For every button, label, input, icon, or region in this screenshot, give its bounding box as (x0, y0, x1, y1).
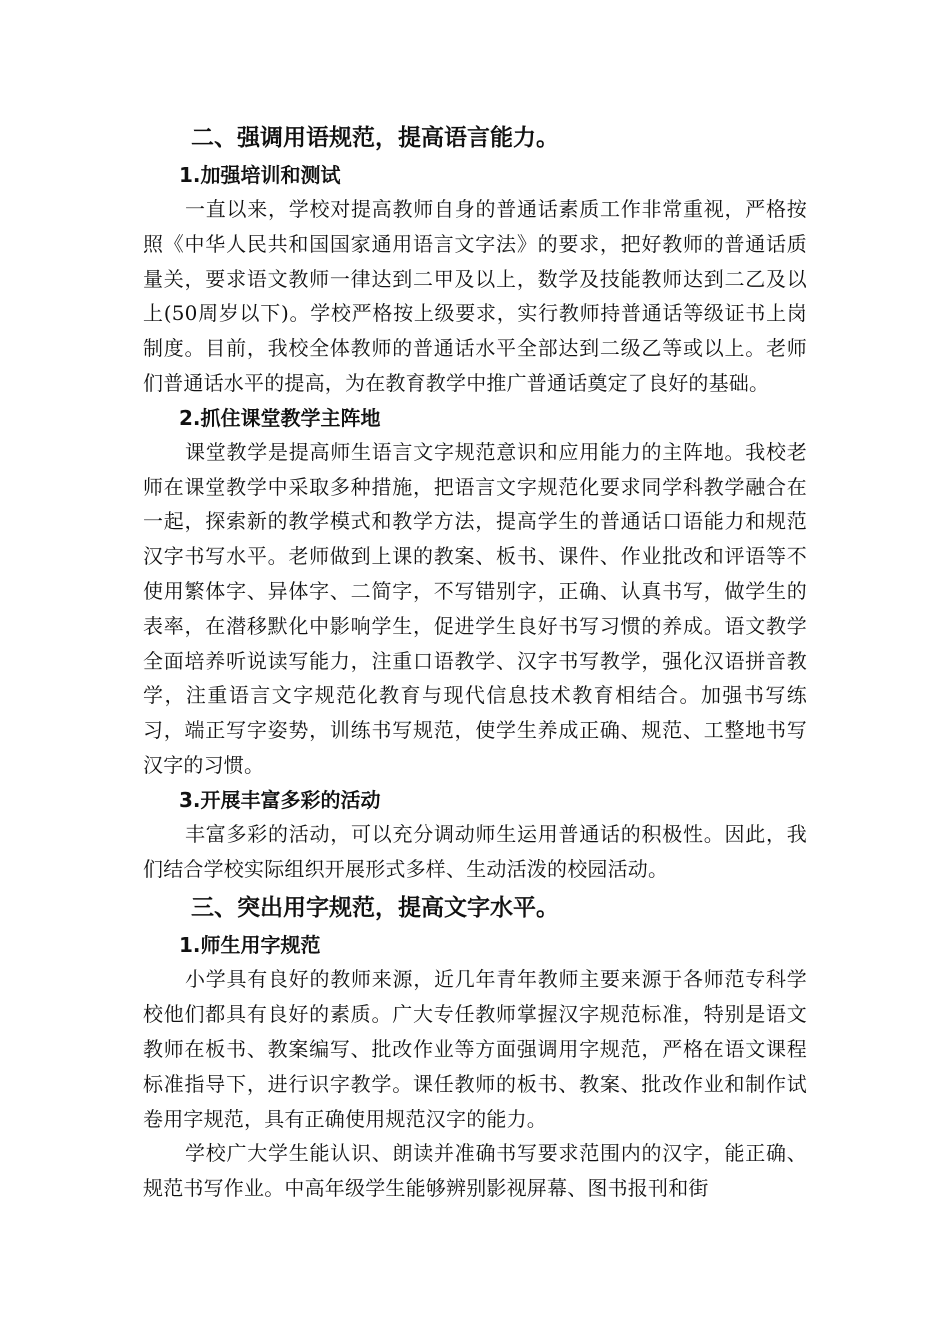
subsection-2-3-title: 3.开展丰富多彩的活动 (179, 787, 381, 812)
paragraph-2-2-1: 课堂教学是提高师生语言文字规范意识和应用能力的主阵地。我校老师在课堂教学中采取多种措施，把语言文字规范化要求同学科教学融合在一起，探索新的教学模式和教学方法，提高学生的普通话口语能力和规范汉字书写水平。老师做到上课的教案、板书、课件、作业批改和评语等不使用繁体字、异体字、二简字，不写错别字，正确、认真书写，做学生的表率，在潜移默化中影响学生，促进学生良好书写习惯的养成。语文教学全面培养听说读写能力，注重口语教学、汉字书写教学，强化汉语拼音教学，注重语言文字规范化教育与现代信息技术教育相结合。加强书写练习，端正写字姿势，训练书写规范，使学生养成正确、规范、工整地书写汉字的习惯。 (143, 439, 807, 777)
document-body (143, 118, 807, 1206)
section-2-heading: 二、强调用语规范，提高语言能力。 (191, 125, 559, 151)
subsection-2-2-title: 2.抓住课堂教学主阵地 (179, 405, 381, 430)
paragraph-2-3-1: 丰富多彩的活动，可以充分调动师生运用普通话的积极性。因此，我们结合学校实际组织开展形式多样、生动活泼的校园活动。 (143, 821, 807, 881)
paragraph-3-1-1: 小学具有良好的教师来源，近几年青年教师主要来源于各师范专科学校他们都具有良好的素质。广大专任教师掌握汉字规范标准，特别是语文教师在板书、教案编写、批改作业等方面强调用字规范，严格在语文课程标准指导下，进行识字教学。课任教师的板书、教案、批改作业和制作试卷用字规范，具有正确使用规范汉字的能力。 (143, 967, 807, 1131)
paragraph-3-1-2: 学校广大学生能认识、朗读并准确书写要求范围内的汉字，能正确、规范书写作业。中高年级学生能够辨别影视屏幕、图书报刊和街 (143, 1141, 807, 1201)
section-3-heading: 三、突出用字规范，提高文字水平。 (191, 895, 559, 922)
paragraph-2-1-1: 一直以来，学校对提高教师自身的普通话素质工作非常重视，严格按照《中华人民共和国国家通用语言文字法》的要求，把好教师的普通话质量关，要求语文教师一律达到二甲及以上，数学及技能教师达到二乙及以上(50周岁以下)。学校严格按上级要求，实行教师持普通话等级证书上岗制度。目前，我校全体教师的普通话水平全部达到二级乙等或以上。老师们普通话水平的提高，为在教育教学中推广普通话奠定了良好的基础。 (143, 197, 807, 395)
subsection-2-1-title: 1.加强培训和测试 (179, 163, 341, 187)
subsection-3-1-title: 1.师生用字规范 (179, 933, 321, 958)
